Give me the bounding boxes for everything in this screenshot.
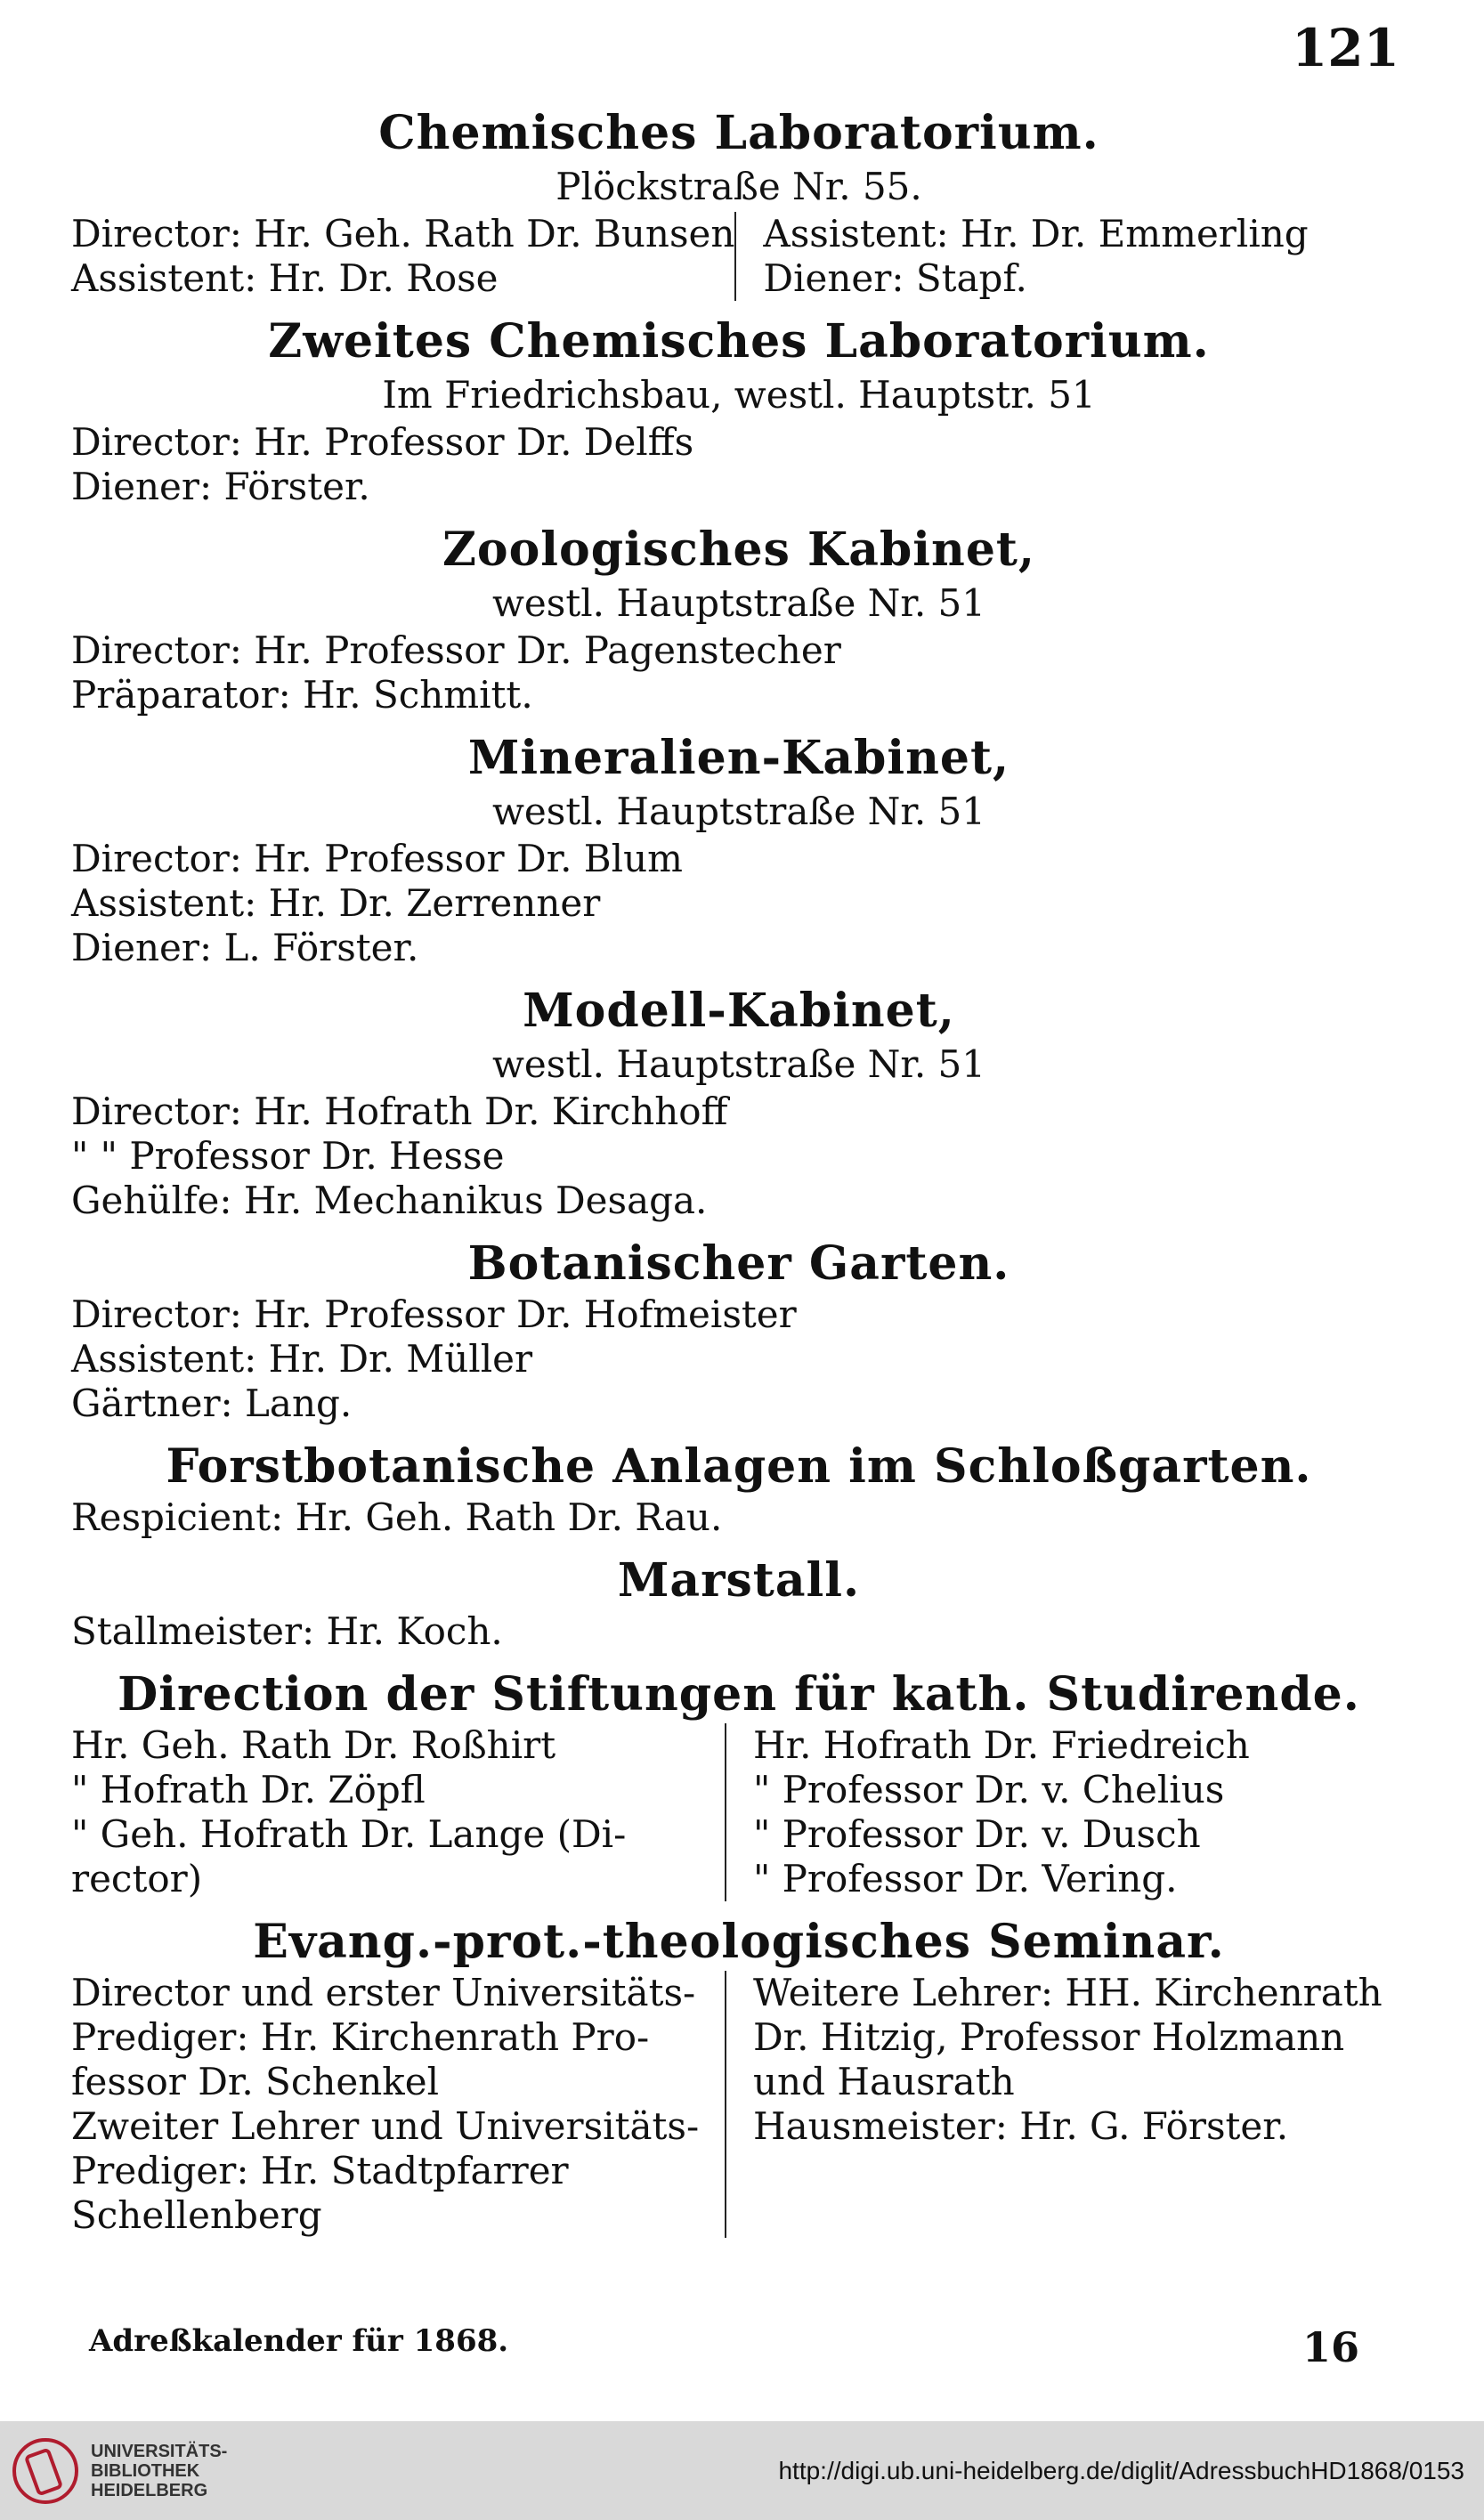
entry-line: " Professor Dr. v. Dusch (753, 1812, 1201, 1856)
entry-line: Schellenberg (71, 2193, 322, 2237)
section-zweites-chemisches-laboratorium (71, 313, 1407, 509)
left-column (71, 1971, 725, 2238)
section-address: Plöckstraße Nr. 55. (555, 165, 922, 208)
entry-line: " Professor Dr. v. Chelius (753, 1768, 1225, 1811)
entry-line: Prediger: Hr. Stadtpfarrer (71, 2149, 569, 2192)
right-column (726, 1723, 1407, 1901)
section-title: Forstbotanische Anlagen im Schloßgarten. (166, 1439, 1312, 1494)
section-address: westl. Hauptstraße Nr. 51 (491, 790, 986, 833)
page-footer (89, 2323, 1359, 2371)
section-title: Evang.-prot.-theologisches Seminar. (253, 1915, 1225, 1969)
entry-line: Zweiter Lehrer und Universitäts- (71, 2104, 700, 2148)
section-title: Botanischer Garten. (467, 1236, 1010, 1291)
library-bar (0, 2421, 1484, 2520)
section-botanischer-garten (71, 1236, 1407, 1426)
two-column-list (71, 1971, 1407, 2238)
section-title: Zweites Chemisches Laboratorium. (268, 314, 1210, 369)
library-name (91, 2442, 227, 2500)
section-title: Modell-Kabinet, (523, 984, 955, 1038)
left-column (71, 1723, 725, 1901)
entry-line: Assistent: Hr. Dr. Zerrenner (71, 881, 601, 925)
two-column-list (71, 1723, 1407, 1901)
section-chemisches-laboratorium (71, 105, 1407, 301)
right-column (736, 212, 1407, 301)
footer-sheet-number: 16 (1302, 2323, 1359, 2371)
entry-line: Assistent: Hr. Dr. Müller (71, 1337, 533, 1381)
entry-line: Präparator: Hr. Schmitt. (71, 673, 533, 717)
section-theologisches-seminar (71, 1914, 1407, 2238)
entry-line: Diener: L. Förster. (71, 926, 419, 969)
entry-line: und Hausrath (753, 2060, 1015, 2103)
section-title: Marstall. (617, 1553, 861, 1608)
entry-line: Director: Hr. Professor Dr. Delffs (71, 420, 694, 464)
section-mineralien-kabinet (71, 730, 1407, 970)
section-marstall (71, 1552, 1407, 1654)
section-zoologisches-kabinet (71, 522, 1407, 717)
entry-line: Director: Hr. Geh. Rath Dr. Bunsen (71, 212, 735, 255)
entry-line: Director: Hr. Professor Dr. Pagenstecher (71, 628, 841, 672)
entry-line: Hr. Geh. Rath Dr. Roßhirt (71, 1723, 556, 1767)
entry-line: Director: Hr. Professor Dr. Blum (71, 837, 683, 880)
section-modell-kabinet (71, 983, 1407, 1223)
entry-line: Weitere Lehrer: HH. Kirchenrath (753, 1971, 1383, 2014)
section-title: Chemisches Laboratorium. (378, 106, 1099, 160)
entry-line: Director: Hr. Professor Dr. Hofmeister (71, 1292, 797, 1336)
page-content (71, 105, 1407, 2250)
entry-line: " Hofrath Dr. Zöpfl (71, 1768, 426, 1811)
two-column-list (71, 212, 1407, 301)
entry-line: Prediger: Hr. Kirchenrath Pro- (71, 2015, 650, 2059)
library-name-line: UNIVERSITÄTS- (91, 2441, 228, 2461)
library-seal-icon (12, 2438, 78, 2504)
entry-line: Respicient: Hr. Geh. Rath Dr. Rau. (71, 1495, 723, 1539)
entry-line: fessor Dr. Schenkel (71, 2060, 440, 2103)
entry-line: Hr. Hofrath Dr. Friedreich (753, 1723, 1250, 1767)
section-direction-stiftungen (71, 1666, 1407, 1901)
entry-line: " " Professor Dr. Hesse (71, 1134, 505, 1178)
footer-signature: Adreßkalender für 1868. (89, 2323, 509, 2359)
left-column (71, 212, 734, 301)
entry-line: Assistent: Hr. Dr. Rose (71, 256, 499, 300)
section-address: Im Friedrichsbau, westl. Hauptstr. 51 (382, 373, 1096, 417)
entry-line: Dr. Hitzig, Professor Holzmann (753, 2015, 1345, 2059)
section-address: westl. Hauptstraße Nr. 51 (491, 1042, 986, 1086)
entry-line: " Professor Dr. Vering. (753, 1857, 1178, 1900)
entry-line: Diener: Stapf. (763, 256, 1027, 300)
section-title: Mineralien-Kabinet, (467, 731, 1010, 785)
section-address: westl. Hauptstraße Nr. 51 (491, 581, 986, 625)
library-name-line: HEIDELBERG (91, 2480, 208, 2500)
entry-line: Director: Hr. Hofrath Dr. Kirchhoff (71, 1090, 728, 1133)
entry-line: Assistent: Hr. Dr. Emmerling (763, 212, 1309, 255)
section-title: Direction der Stiftungen für kath. Studirende. (118, 1667, 1360, 1722)
right-column (726, 1971, 1407, 2238)
library-name-line: BIBLIOTHEK (91, 2460, 200, 2481)
entry-line: Gehülfe: Hr. Mechanikus Desaga. (71, 1179, 708, 1222)
entry-line: Hausmeister: Hr. G. Förster. (753, 2104, 1289, 2148)
section-title: Zoologisches Kabinet, (442, 523, 1036, 577)
permalink-url[interactable]: http://digi.ub.uni-heidelberg.de/diglit/AdressbuchHD1868/0153 (778, 2456, 1464, 2484)
entry-line: Gärtner: Lang. (71, 1382, 353, 1425)
entry-line: rector) (71, 1857, 203, 1900)
entry-line: Stallmeister: Hr. Koch. (71, 1609, 503, 1653)
section-forstbotanische-anlagen (71, 1438, 1407, 1540)
library-logo[interactable] (12, 2438, 227, 2504)
page-number: 121 (1291, 18, 1399, 78)
entry-line: Diener: Förster. (71, 465, 370, 508)
entry-line: Director und erster Universitäts- (71, 1971, 696, 2014)
entry-line: " Geh. Hofrath Dr. Lange (Di- (71, 1812, 627, 1856)
